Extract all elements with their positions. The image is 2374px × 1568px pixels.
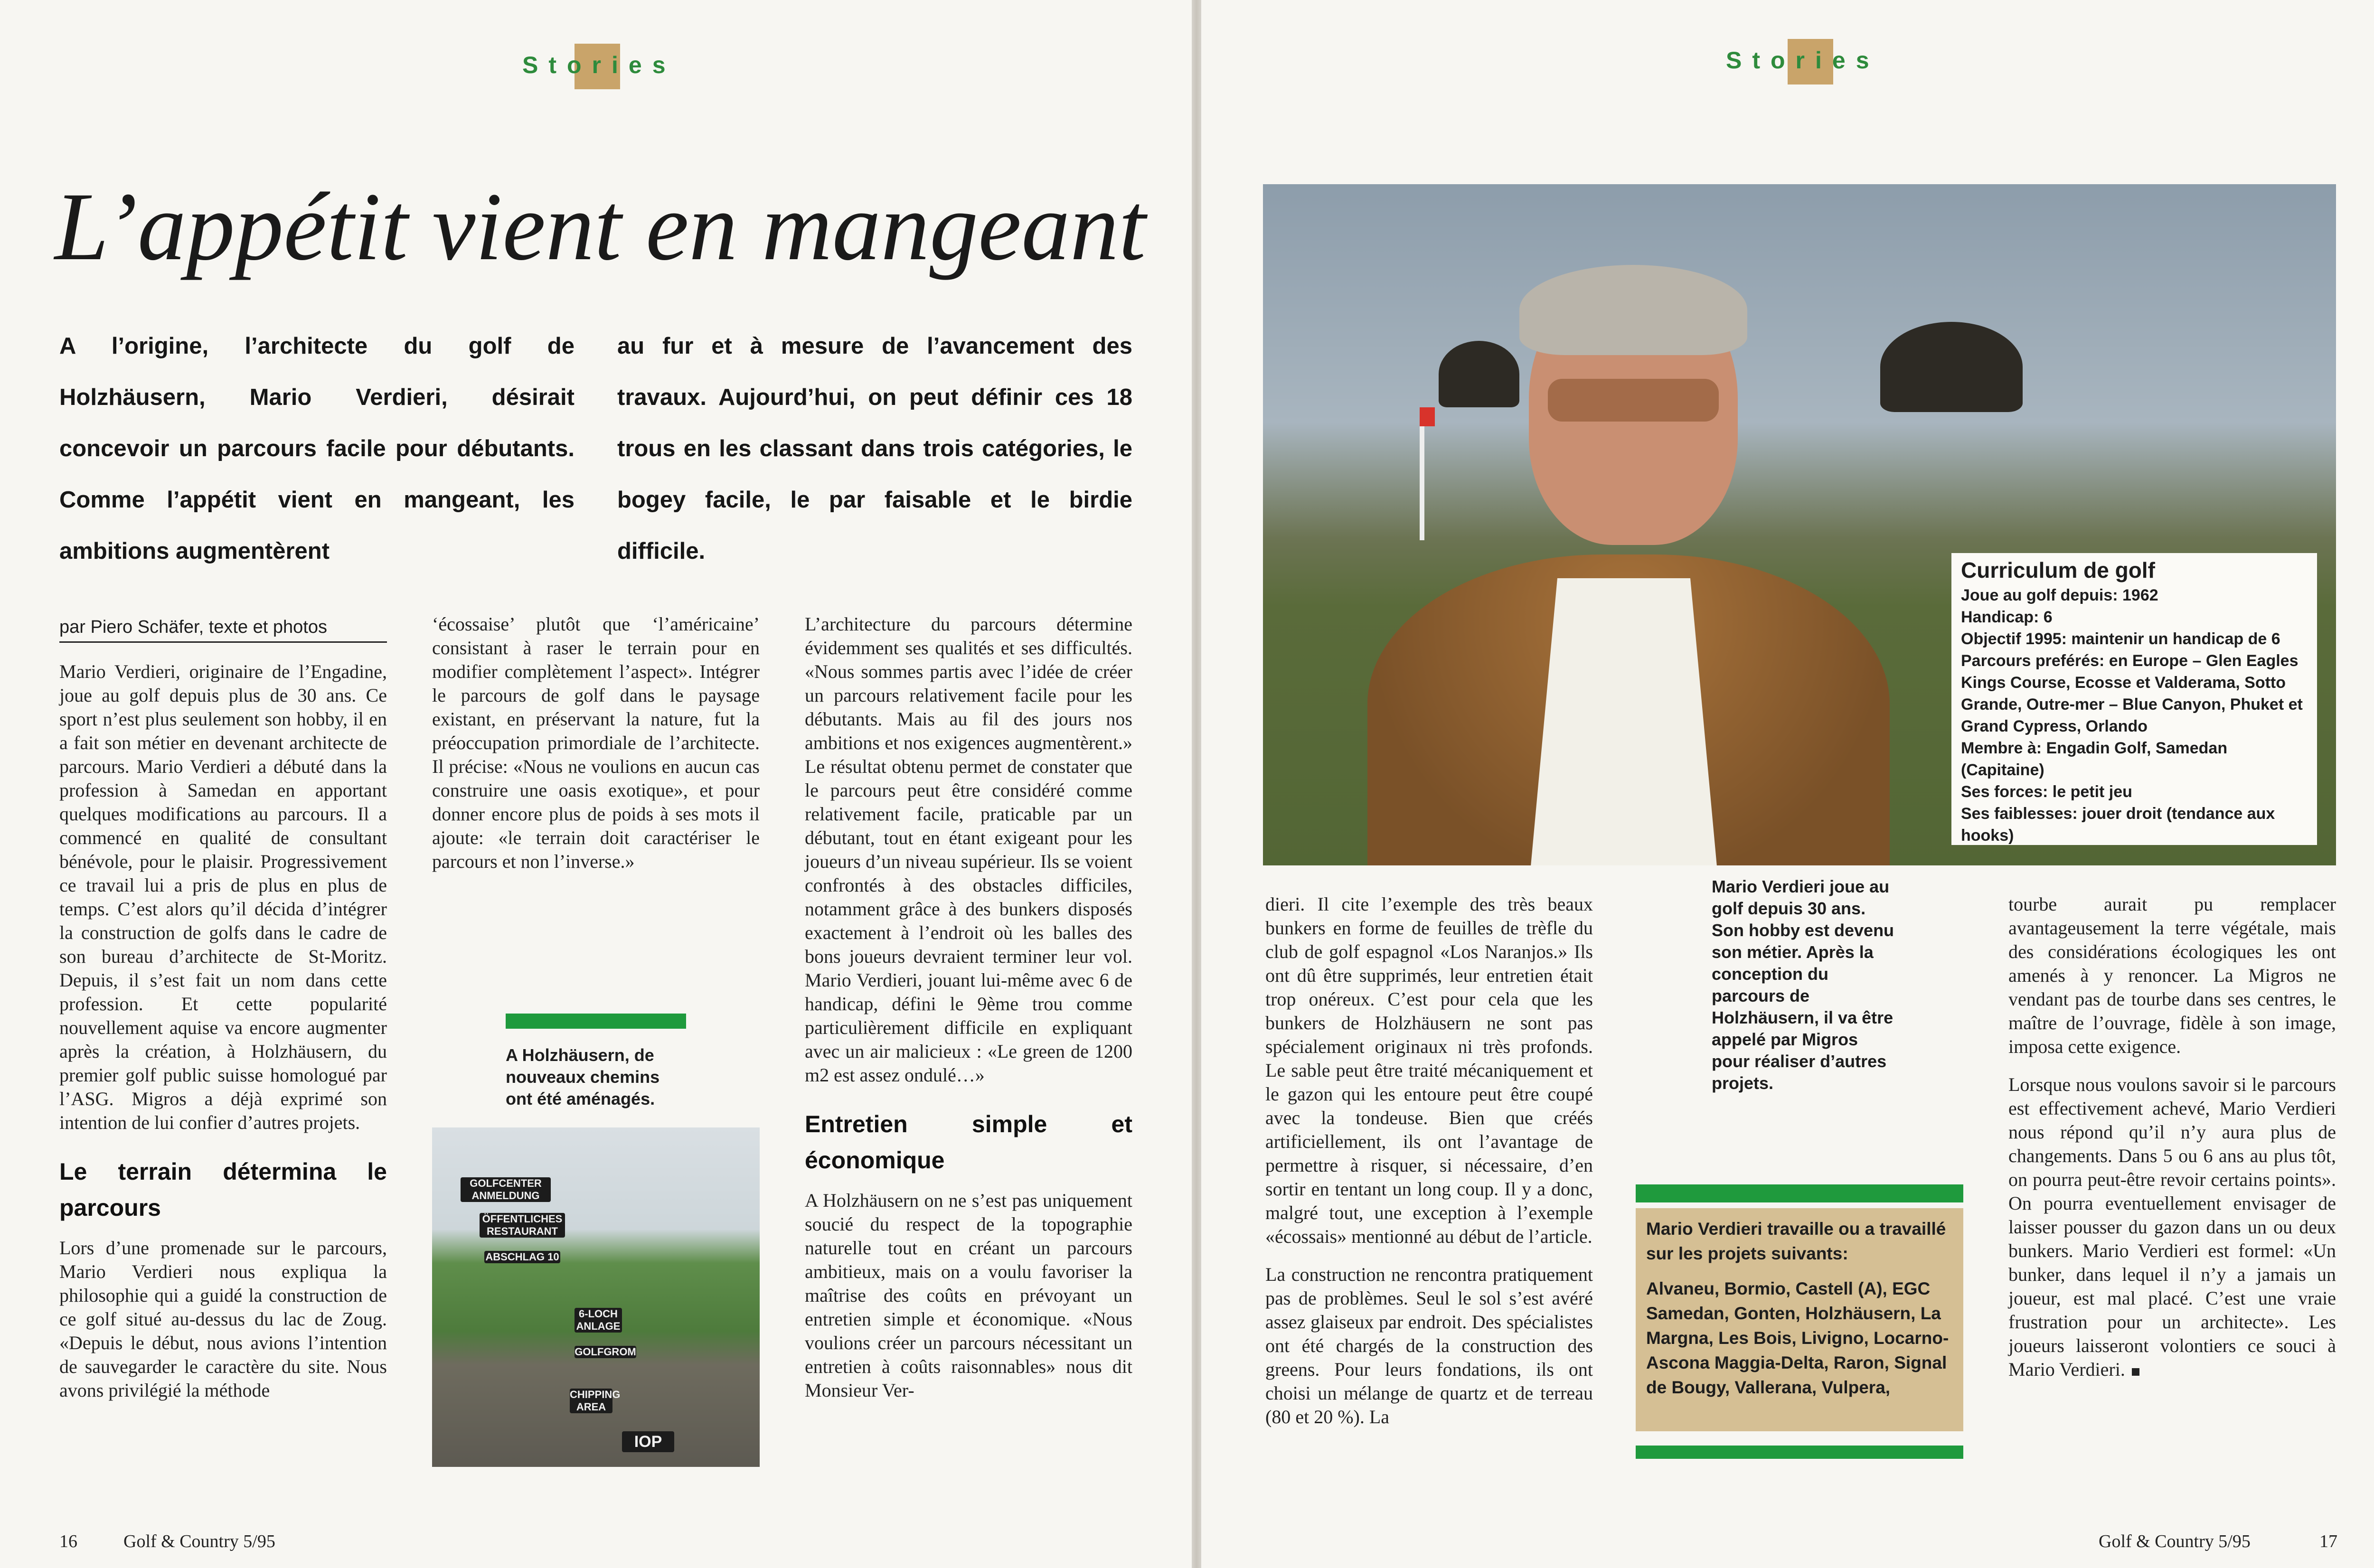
projects-bar-bottom xyxy=(1636,1446,1963,1459)
paragraph: tourbe aurait pu remplacer avantageusement la terre végétale, mais des considérations écologiques les ont amenés à y renoncer. La Migros ne vendant pas de tourbe dans ses centres, le maître de l’ouvrage, fidèle à son image, imposa cette exigence. xyxy=(2008,893,2336,1057)
paragraph: A Holzhäusern on ne s’est pas uniquement soucié du respect de la topographie naturelle tout en créant un parcours ambitieux, mais on a voulu favoriser la maîtrise des coûts en prévoyant un entretien simple et économique. «Nous voulions créer un parcours nécessitant un entretien à coûts raisonnables» nous dit Monsieur Ver- xyxy=(805,1190,1132,1401)
projects-box xyxy=(1636,1208,1963,1431)
lead-part1: A l’origine, l’architecte du golf de Holzhäusern, Mario Verdieri, désirait concevoir un parcours facile pour débutants. Comme l’appétit vient en mangeant, les ambitions augmentèrent xyxy=(59,333,575,564)
paragraph: Lors d’une promenade sur le parcours, Mario Verdieri nous expliqua la philosophie qui a guidé la construction de ce golf situé au-dessus du lac de Zoug. «Depuis le début, nous avions l’intention de sauvegarder le caractère du site. Nous avons privilégié la méthode xyxy=(59,1237,387,1401)
sign-chipping: CHIPPING AREA xyxy=(570,1389,621,1413)
sign-golfcenter: GOLFCENTER ANMELDUNG xyxy=(461,1177,551,1202)
curriculum-line: Ses faiblesses: jouer droit (tendance aux hooks) xyxy=(1961,805,2275,845)
subheading: Le terrain détermina le parcours xyxy=(59,1158,387,1221)
paragraph: L’architecture du parcours détermine évidemment ses qualités et ses difficultés. «Nous sommes partis avec l’idée de créer un parcours relativement facile pour les débutants. Mais au fil des jours nos ambitions et nos exigences augmentèrent.» Le résultat obtenu permet de constater que le parcours peut être considéré comme relativement facile, praticable par un débutant, tout en étant exigeant pour les joueurs d’un niveau supérieur. Ils se voient confrontés à des obstacles difficiles, notamment grâce à des bunkers disposés exactement à l’endroit où les balles des bons joueurs devraient terminer leur vol. Mario Verdieri, jouant lui-même avec 6 de handicap, défini le 9ème trou comme particulièrement difficile en expliquant avec un air malicieux : «Le green de 1200 m2 est assez ondulé…» xyxy=(805,613,1132,1086)
projects-list: Alvaneu, Bormio, Castell (A), EGC Samedan, Gonten, Holzhäusern, La Margna, Les Bois, Livigno, Locarno-Ascona Maggia-Delta, Raron, Signal de Bougy, Vallerana, Vulpera, xyxy=(1646,1279,1949,1397)
paragraph: Mario Verdieri, originaire de l’Engadine, joue au golf depuis plus de 30 ans. Ce sport n’est plus seulement son hobby, il en a fait son métier en devenant architecte de parcours. Mario Verdieri a débuté dans la profession à Samedan en apportant quelques modifications au parcours. Il a commencé en qualité de consultant bénévole, pour le plaisir. Progressivement ce travail lui a pris de plus en plus de temps. C’est alors qu’il décida d’intégrer la construction de golfs dans le cadre de son bureau d’architecte de St-Moritz. Depuis, il s’est fait un nom dans cette profession. Et cette popularité nouvellement aquise va encore augmenter après la création, à Holzhäusern, du premier golf public suisse homologué par l’ASG. Migros a déjà exprimé son intention de lui confier d’autres projets. xyxy=(59,661,387,1133)
sign-iop: IOP xyxy=(622,1431,674,1452)
footer-magazine: Golf & Country 5/95 xyxy=(123,1531,275,1551)
flag-pin xyxy=(1420,407,1424,540)
photo-caption-left: A Holzhäusern, de nouveaux chemins ont été aménagés. xyxy=(506,1045,660,1108)
subheading: Entretien simple et économique xyxy=(805,1111,1132,1174)
paragraph: La construction ne rencontra pratiquement pas de problèmes. Seul le sol s’est avéré assez glaiseux par endroit. Des spécialistes ont été chargés de la construction des greens. Pour leurs fondations, ils ont choisi un mélange de quartz et de terreau (80 et 20 %). La xyxy=(1265,1264,1593,1427)
curriculum-line: Parcours preférés: en Europe – Glen Eagles Kings Course, Ecosse et Valderama, Sotto Grande, Outre-mer – Blue Canyon, Phuket et Grand Cypress, Orlando xyxy=(1961,652,2303,735)
rubric-label: Stories xyxy=(522,52,676,78)
caption-bar xyxy=(506,1014,686,1029)
paragraph: dieri. Il cite l’exemple des très beaux bunkers en forme de feuilles de trèfle du club de golf espagnol «Los Naranjos.» Ils ont dû être supprimés, leur entretien était trop onéreux. C’est pour cela que les bunkers de Holzhäusern ne sont pas spécialement originaux ni très profonds. Le sable peut être traité mécaniquement et le gazon qui les entoure peut être coupé avec la tondeuse. Bien que créés artificiellement, ils ont l’avantage de permettre à risquer, si nécessaire, d’en sortir en tentant un long coup. Il y a donc, malgré tout, une exception à l’exemple «écossais» mentionné au début de l’article. xyxy=(1265,893,1593,1247)
footer-page-number: 16 xyxy=(59,1531,77,1551)
curriculum-box xyxy=(1951,553,2317,845)
column-2 xyxy=(432,612,760,888)
curriculum-line: Handicap: 6 xyxy=(1961,608,2053,626)
photo-signposts xyxy=(432,1127,760,1467)
column-3 xyxy=(805,612,1132,1417)
headline: L’appétit vient en mangeant xyxy=(55,173,1146,281)
paragraph xyxy=(2008,1073,2336,1381)
byline: par Piero Schäfer, texte et photos xyxy=(59,617,387,643)
curriculum-line: Membre à: Engadin Golf, Samedan (Capitaine) xyxy=(1961,739,2228,779)
footer-magazine: Golf & Country 5/95 xyxy=(2099,1531,2251,1551)
column-6 xyxy=(2008,892,2336,1396)
tree xyxy=(1439,341,1519,407)
footer-page-number: 17 xyxy=(2319,1531,2337,1551)
column-4 xyxy=(1265,892,1593,1443)
sunglasses xyxy=(1548,379,1719,422)
end-mark-icon xyxy=(2132,1368,2139,1376)
rubric-label: Stories xyxy=(1726,47,1880,74)
sign-6loch: 6-LOCH ANLAGE xyxy=(575,1308,622,1333)
sign-abschlag: ABSCHLAG 10 xyxy=(484,1251,560,1263)
tree xyxy=(1880,322,2023,412)
spine-gutter xyxy=(1192,0,1201,1568)
projects-title: Mario Verdieri travaille ou a travaillé sur les projets suivants: xyxy=(1646,1219,1946,1263)
curriculum-title: Curriculum de golf xyxy=(1961,558,2155,582)
curriculum-line: Objectif 1995: maintenir un handicap de 6 xyxy=(1961,630,2280,648)
curriculum-line: Joue au golf depuis: 1962 xyxy=(1961,586,2158,604)
hair xyxy=(1519,265,1747,355)
column-1 xyxy=(59,660,387,1417)
curriculum-line: Ses forces: le petit jeu xyxy=(1961,783,2132,801)
projects-bar-top xyxy=(1636,1184,1963,1202)
photo-caption-right: Mario Verdieri joue au golf depuis 30 ans. Son hobby est devenu son métier. Après la conception du parcours de Holzhäusern, il va être appelé par Migros pour réaliser d’autres projets. xyxy=(1712,877,1894,1093)
paragraph-text: Lorsque nous voulons savoir si le parcours est effectivement achevé, Mario Verdieri nous répond qu’il n’y aura plus de changements. Dans 5 ou 6 ans au plus tôt, on pourra peut-être revoir certains points». On pourra eventuellement envisager de laisser pousser du gazon dans un ou deux bunkers. Mario Verdieri est formel: «Un bunker, dans lequel il n’y a jamais un joueur, est mal placé. C’est une vraie frustration pour un architecte». Les joueurs laisseront volontiers ce souci à Mario Verdieri. xyxy=(2008,1074,2336,1380)
lead-part2: au fur et à mesure de l’avancement des travaux. Aujourd’hui, on peut définir ces 18 trous en les classant dans trois catégories, le bogey facile, le par faisable et le birdie difficile. xyxy=(617,333,1132,564)
sign-golfgrom: GOLFGROM xyxy=(575,1346,636,1358)
sign-restaurant: ÖFFENTLICHES RESTAURANT xyxy=(480,1213,565,1238)
paragraph: ‘écossaise’ plutôt que ‘l’américaine’ consistant à raser le terrain pour en modifier complètement l’aspect». Intégrer le parcours de golf dans le paysage existant, en préservant la nature, fut la préoccupation primordiale de l’architecte. Il précise: «Nous ne voulions en aucun cas construire une oasis exotique», et pour donner encore plus de poids à ses mots il ajoute: «le terrain doit caractériser le parcours et non l’inverse.» xyxy=(432,613,760,872)
sweater xyxy=(1529,578,1719,865)
